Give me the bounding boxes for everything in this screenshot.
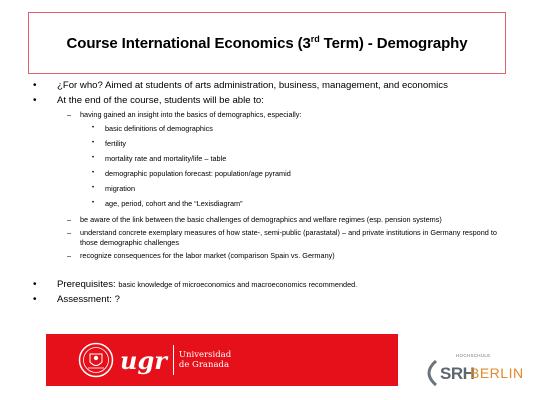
sub-bullet-understand: – understand concrete exemplary measures of how state-, semi-public (parastatal) – and private institutions in Germany respond to those demographic challenges xyxy=(30,228,510,247)
sub-bullet-recognize: – recognize consequences for the labor market (comparison Spain vs. Germany) xyxy=(30,251,510,261)
bullet-end-of-course: • At the end of the course, students will be able to: xyxy=(30,95,510,107)
bullet-assessment: • Assessment: ? xyxy=(30,294,510,306)
srh-wordmark: SRH xyxy=(440,364,475,383)
topic-item: • age, period, cohort and the “Lexisdiagram” xyxy=(30,199,510,209)
bullet-for-who: • ¿For who? Aimed at students of arts administration, business, management, and economics xyxy=(30,80,510,92)
slide-content xyxy=(30,80,510,309)
topic-item: • demographic population forecast: population/age pyramid xyxy=(30,169,510,179)
srh-arc-icon xyxy=(420,358,440,388)
topic-item: • migration xyxy=(30,184,510,194)
university-seal-icon xyxy=(78,342,114,378)
srh-hochschule-label: HOCHSCHULE xyxy=(456,353,491,358)
ugr-logo-banner xyxy=(46,334,398,386)
bullet-prerequisites: • Prerequisites: basic knowledge of microeconomics and macroeconomics recommended. xyxy=(30,279,510,291)
ugr-name: Universidad de Granada xyxy=(178,350,232,370)
topic-item: • fertility xyxy=(30,139,510,149)
title-box xyxy=(28,12,506,74)
srh-berlin-label: BERLIN xyxy=(470,365,524,381)
ugr-wordmark: ugr xyxy=(120,345,167,375)
topic-item: • mortality rate and mortality/life – table xyxy=(30,154,510,164)
srh-berlin-logo xyxy=(420,352,524,392)
sub-bullet-having-gained: – having gained an insight into the basics of demographics, especially: xyxy=(30,110,510,120)
slide-title: Course International Economics (3rd Term) - Demography xyxy=(66,34,468,52)
ugr-divider xyxy=(173,345,174,375)
sub-bullet-be-aware: – be aware of the link between the basic challenges of demographics and welfare regimes (esp. pension systems) xyxy=(30,215,510,225)
topic-item: • basic definitions of demographics xyxy=(30,124,510,134)
